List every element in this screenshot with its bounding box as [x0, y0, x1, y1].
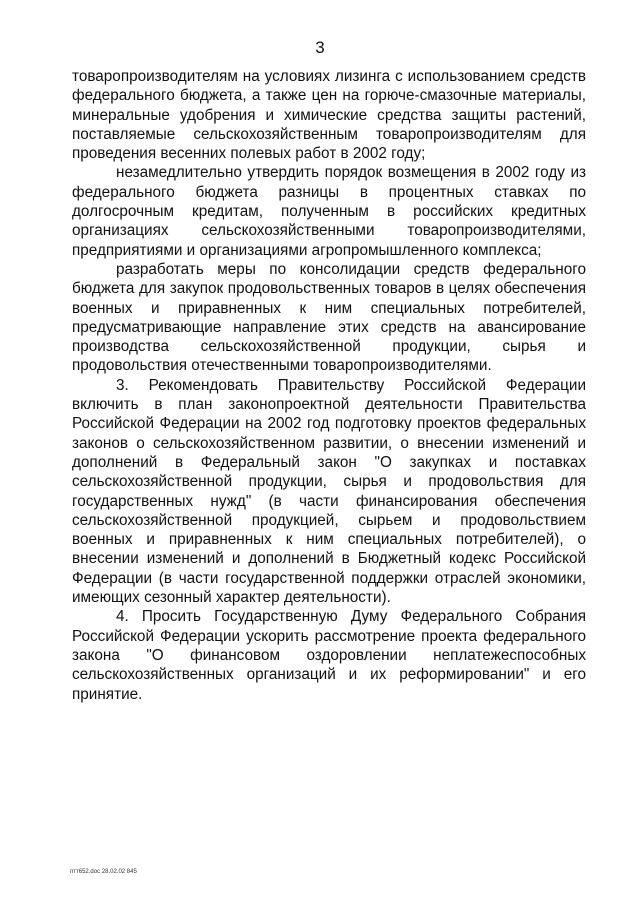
paragraph-continuation: товаропроизводителям на условиях лизинга с использованием средств федерального бюджета, а также цен на горюче-смазочные материалы, минеральные удобрения и химические средства защиты растений, поставляемые сельскохозяйственным товаропроизводителям для проведения весенних полевых работ в 2002 году;	[72, 68, 586, 163]
paragraph-reimbursement: незамедлительно утвердить порядок возмещения в 2002 году из федерального бюджета разницы в процентных ставках по долгосрочным кредитам, полученным в российских кредитных организациях сельскохозяйственными товаропроизводителями, предприятиями и организациями агропромышленного комплекса;	[72, 164, 586, 259]
page-number: 3	[315, 38, 325, 57]
paragraph-consolidation: разработать меры по консолидации средств федерального бюджета для закупок продовольственных товаров в целях обеспечения военных и приравненных к ним специальных потребителей, предусматривающие направление этих средств на авансирование производства сельскохозяйственной продукции, сырья и продовольствия отечественными товаропроизводителями.	[72, 260, 586, 375]
paragraph-item-3: 3. Рекомендовать Правительству Российской Федерации включить в план законопроектной деятельности Правительства Российской Федерации на 2002 год подготовку проектов федеральных законов о сельскохозяйственном развитии, о внесении изменений и дополнений в Федеральный закон "О закупках и поставках сельскохозяйственной продукции, сырья и продовольствия для государственных нужд" (в части финансирования обеспечения сельскохозяйственной продукцией, сырьем и продовольствием военных и приравненных к ним специальных потребителей), о внесении изменений и дополнений в Бюджетный кодекс Российской Федерации (в части государственной поддержки отраслей экономики, имеющих сезонный характер деятельности).	[72, 376, 586, 607]
paragraph-item-4: 4. Просить Государственную Думу Федерального Собрания Российской Федерации ускорить рассмотрение проекта федерального закона "О финансовом оздоровлении неплатежеспособных сельскохозяйственных организаций и их реформировании" и его принятие.	[72, 608, 586, 703]
footer-file-code: птт652.doc 28.02.02 845	[70, 869, 137, 875]
document-body	[72, 67, 586, 704]
